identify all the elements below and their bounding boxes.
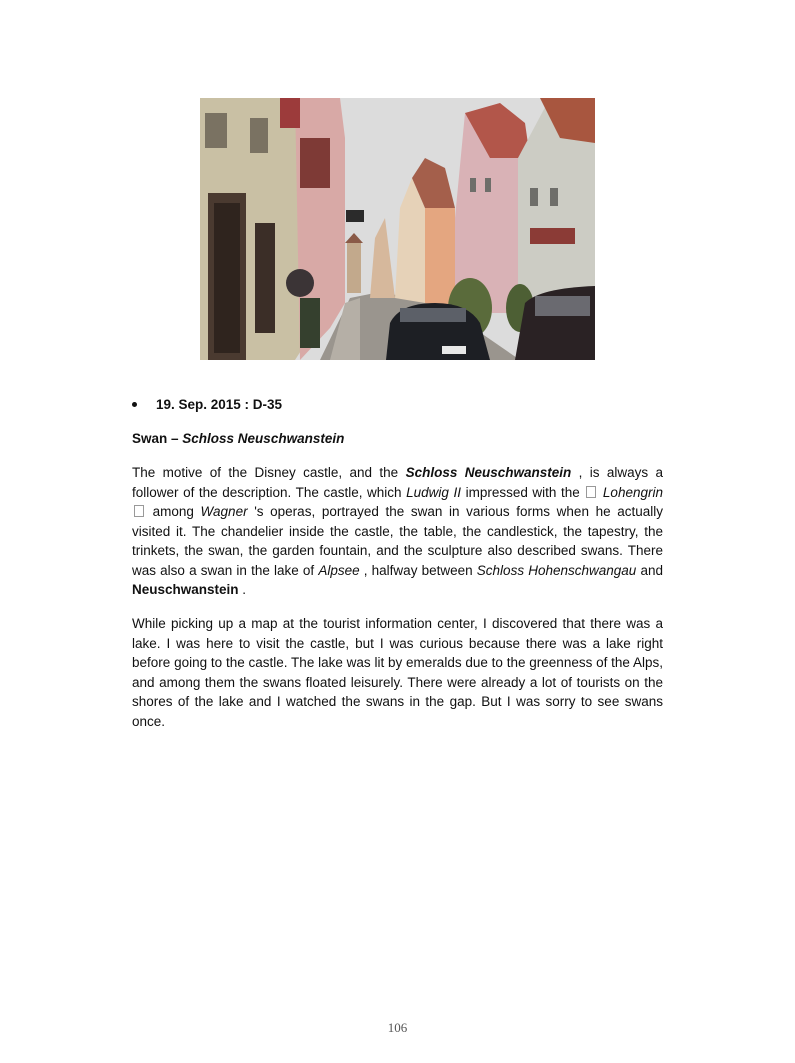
section-heading bbox=[132, 431, 344, 446]
p1-italic-3: Wagner bbox=[200, 504, 248, 519]
paragraph-2: While picking up a map at the tourist information center, I discovered that there was a lake. I was here to visit the castle, but I was curious because there was a lake right before going to the castle. The lake was lit by emeralds due to the greenness of the Alps, and among them the swans floated leisurely. There were already a lot of tourists on the shores of the lake and I watched the swans in the gap. But I was sorry to see swans once. bbox=[132, 616, 663, 729]
date-text: 19. Sep. 2015 : D-35 bbox=[156, 397, 283, 412]
p1-text-3: impressed with the bbox=[461, 484, 585, 500]
paragraph-1 bbox=[132, 463, 663, 600]
p1-text-8: . bbox=[238, 582, 247, 597]
p1-text-2: , is always a follower of the description. The castle, which bbox=[132, 465, 663, 500]
p1-text-4: among bbox=[146, 504, 201, 519]
page-number: 106 bbox=[387, 1020, 408, 1035]
missing-glyph-icon bbox=[134, 505, 144, 517]
missing-glyph-icon bbox=[586, 486, 596, 498]
heading-prefix: Swan – bbox=[132, 431, 183, 446]
p1-text-5: 's operas, portrayed the swan in various forms when he actually visited it. The chandelier inside the castle, the table, the candlestick, the tapestry, the trinkets, the swan, the garden fountain, and the sculpture also described swans. There was also a swan in the lake of bbox=[132, 504, 663, 578]
p1-bold-italic-1: Schloss Neuschwanstein bbox=[405, 465, 572, 480]
p1-bold-2: Neuschwanstein bbox=[132, 582, 239, 597]
p1-italic-1: Ludwig II bbox=[406, 484, 461, 500]
p1-italic-4: Alpsee bbox=[318, 562, 360, 578]
date-bullet bbox=[132, 397, 282, 412]
bullet-icon bbox=[132, 402, 137, 407]
p1-text-1: The motive of the Disney castle, and the bbox=[132, 465, 406, 480]
p1-text-7: and bbox=[636, 562, 663, 578]
street-photo bbox=[200, 98, 595, 360]
p1-text-6: , halfway between bbox=[359, 562, 477, 578]
p1-italic-2: Lohengrin bbox=[602, 484, 663, 500]
heading-title: Schloss Neuschwanstein bbox=[182, 431, 345, 446]
p1-italic-5: Schloss Hohenschwangau bbox=[476, 562, 637, 578]
